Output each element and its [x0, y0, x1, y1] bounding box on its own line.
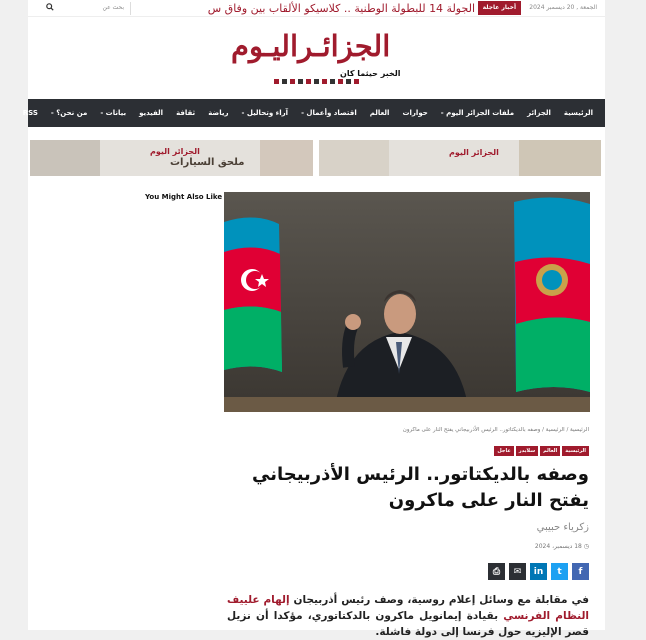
- body-text: في مقابلة مع وسائل إعلام روسية، وصف رئيس أذربيجان: [289, 594, 589, 606]
- banner-subtitle: الجزائر اليوم: [150, 147, 200, 156]
- site-logo[interactable]: [28, 17, 605, 99]
- ad-banner[interactable]: [319, 140, 601, 176]
- article-body: [227, 592, 590, 638]
- article-title: وصفه بالديكتاتور.. الرئيس الأذربيجاني يفتح النار على ماكرون: [252, 464, 589, 511]
- banner-image: [30, 140, 100, 176]
- search-input[interactable]: بحث عن: [102, 4, 124, 11]
- nav-item[interactable]: آراء وتحاليل -: [241, 109, 289, 117]
- category-tag[interactable]: سلايدر: [516, 446, 538, 456]
- category-tag[interactable]: الرئيسية: [562, 446, 589, 456]
- banner-image: [519, 140, 601, 176]
- banner-image: [319, 140, 389, 176]
- azerbaijan-flag-left: [224, 217, 282, 372]
- nav-item[interactable]: الفيديو: [139, 109, 164, 117]
- nav-item[interactable]: ثقافة: [176, 109, 196, 117]
- category-tag[interactable]: العالم: [540, 446, 560, 456]
- nav-item[interactable]: بيانات -: [100, 109, 127, 117]
- breaking-news-label: أخبار عاجلة: [478, 1, 521, 15]
- body-text: بقيادة إيمانويل ماكرون بالدكتاتوري، مؤكدا أن نزيل قصر الإليزيه حول فرنسا إلى دولة فاشلة.: [227, 610, 589, 638]
- breadcrumb[interactable]: الرئيسية / الرئيسية / وصفه بالديكتاتور.. الرئيس الأذربيجاني يفتح النار على ماكرون: [402, 427, 589, 433]
- nav-item[interactable]: الجزائر: [527, 109, 551, 117]
- share-buttons: [484, 563, 589, 580]
- ticker-text[interactable]: الجولة 14 للبطولة الوطنية .. كلاسيكو الألقاب بين وفاق س: [207, 2, 475, 15]
- nav-item[interactable]: RSS: [22, 109, 38, 117]
- clock-icon: ◷: [581, 543, 589, 550]
- banner-image: [260, 140, 313, 176]
- featured-image: [224, 192, 590, 412]
- banner-title: ملحق السيارات: [170, 157, 245, 168]
- nav-item[interactable]: من نحن؟ -: [50, 109, 88, 117]
- ad-banner-cars[interactable]: [30, 140, 313, 176]
- facebook-icon[interactable]: f: [572, 563, 589, 580]
- category-tag[interactable]: عاجل: [494, 446, 513, 456]
- nav-item[interactable]: رياضة: [208, 109, 229, 117]
- nav-item[interactable]: حوارات: [402, 109, 428, 117]
- nav-item[interactable]: ملفات الجزائر اليوم -: [440, 109, 515, 117]
- main-nav: [22, 99, 605, 127]
- page: [22, 0, 605, 638]
- linkedin-icon[interactable]: in: [530, 563, 547, 580]
- article-date: [535, 543, 589, 550]
- print-icon[interactable]: ⎙: [488, 563, 505, 580]
- search-box[interactable]: [44, 2, 131, 15]
- top-bar: [28, 0, 605, 17]
- article-date-text: 18 ديسمبر، 2024: [534, 543, 582, 550]
- nav-item[interactable]: الرئيسية: [563, 109, 593, 117]
- banner-subtitle: الجزائر اليوم: [449, 148, 499, 157]
- category-tags: [492, 446, 589, 456]
- news-ticker[interactable]: [207, 1, 475, 16]
- nav-item[interactable]: اقتصاد وأعمال -: [301, 109, 357, 117]
- article-author[interactable]: زكرياء حبيبي: [536, 522, 589, 533]
- sidebar-heading: You Might Also Like: [145, 193, 223, 201]
- logo-name[interactable]: الجزائـراليـوم: [231, 29, 391, 63]
- search-icon[interactable]: [46, 3, 54, 13]
- azerbaijan-flag-right: [514, 197, 590, 392]
- nav-item[interactable]: العالم: [369, 109, 390, 117]
- current-date: الجمعة , 20 ديسمبر 2024: [529, 4, 597, 11]
- logo-tagline: الخبر حيثما كان: [340, 69, 401, 78]
- email-icon[interactable]: ✉: [509, 563, 526, 580]
- twitter-icon[interactable]: t: [551, 563, 568, 580]
- body-link[interactable]: إلهام علييف النظام الفرنسي: [227, 594, 590, 622]
